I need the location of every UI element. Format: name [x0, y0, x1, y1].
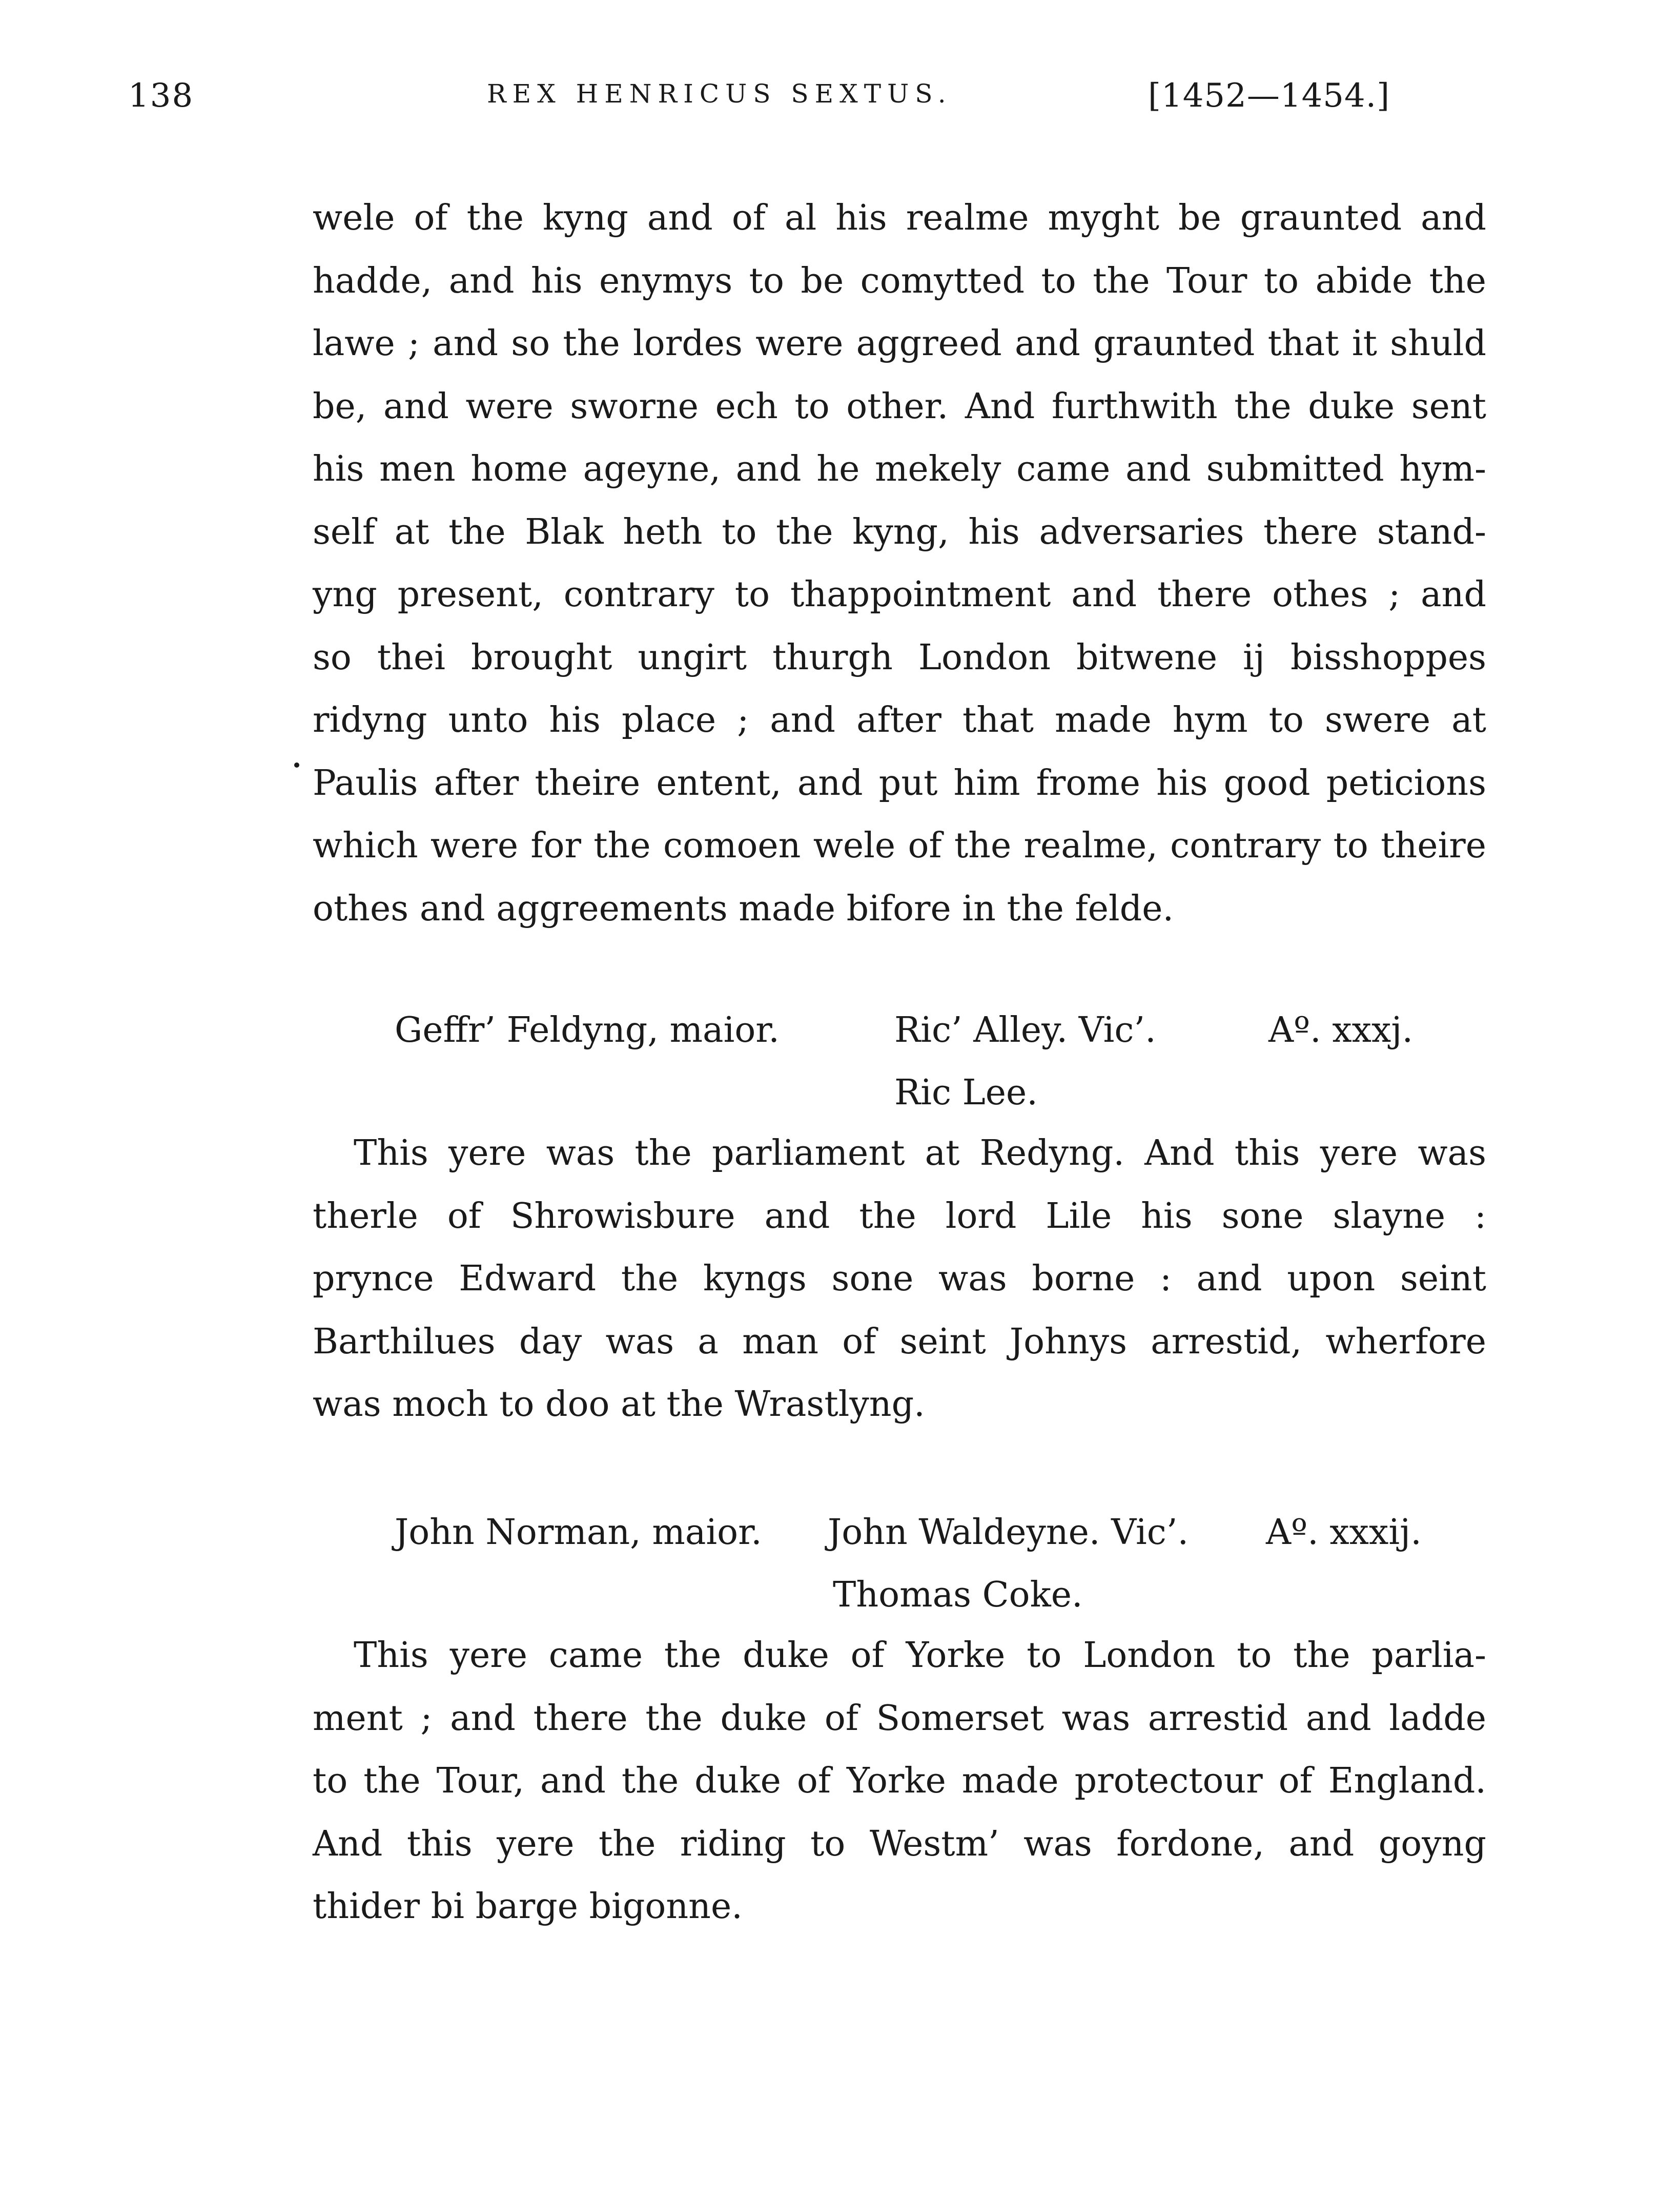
running-title: REX HENRICUS SEXTUS. — [487, 79, 952, 109]
regnal-year: Aº. xxxij. — [1266, 1512, 1422, 1553]
page-number: 138 — [128, 77, 194, 115]
paragraph-2 — [313, 1122, 1486, 1436]
text-line: be, and were sworne ech to other. And furthwith the duke sent — [313, 386, 1486, 427]
text-line: therle of Shrowisbure and the lord Lile his sone slayne : — [313, 1195, 1486, 1236]
text-line: was moch to doo at the Wrastlyng. — [313, 1384, 925, 1425]
year-range: [1452—1454.] — [1148, 77, 1390, 115]
text-line: othes and aggreements made bifore in the felde. — [313, 888, 1174, 929]
text-line: And this yere the riding to Westm’ was fordone, and goyng — [313, 1823, 1486, 1864]
text-line: Barthilues day was a man of seint Johnys arrestid, wherfore — [313, 1321, 1486, 1362]
sheriff-name: Ric’ Alley. Vic’. — [894, 1010, 1156, 1050]
page-header — [128, 77, 1502, 133]
text-line: prynce Edward the kyngs sone was borne : and upon seint — [313, 1259, 1486, 1299]
text-line: lawe ; and so the lordes were aggreed and graunted that it shuld — [313, 323, 1486, 364]
margin-mark — [294, 762, 299, 768]
text-line: This yere came the duke of Yorke to London to the parlia- — [354, 1635, 1486, 1676]
sheriff-name: Ric Lee. — [894, 1073, 1038, 1113]
text-line: wele of the kyng and of al his realme myght be graunted and — [313, 198, 1486, 238]
text-line: ment ; and there the duke of Somerset was arrestid and ladde — [313, 1698, 1486, 1739]
text-line: his men home ageyne, and he mekely came and submitted hym- — [313, 449, 1486, 489]
text-line: hadde, and his enymys to be comytted to the Tour to abide the — [313, 260, 1486, 301]
text-line: self at the Blak heth to the kyng, his adversaries there stand- — [313, 511, 1486, 552]
text-line: Paulis after theire entent, and put him frome his good peticions — [313, 762, 1486, 803]
sheriff-name: John Waldeyne. Vic’. — [828, 1512, 1189, 1553]
text-line: This yere was the parliament at Redyng. And this yere was — [354, 1133, 1486, 1173]
regnal-year: Aº. xxxj. — [1268, 1010, 1413, 1050]
text-line: ridyng unto his place ; and after that made hym to swere at — [313, 700, 1486, 740]
paragraph-3 — [313, 1624, 1486, 1939]
mayor-name: John Norman, maior. — [395, 1512, 762, 1553]
text-line: yng present, contrary to thappointment and there othes ; and — [313, 574, 1486, 615]
paragraph-1 — [313, 187, 1486, 940]
mayor-name: Geffr’ Feldyng, maior. — [395, 1010, 780, 1050]
text-line: thider bi barge bigonne. — [313, 1886, 743, 1927]
text-line: to the Tour, and the duke of Yorke made protectour of England. — [313, 1761, 1486, 1801]
text-line: so thei brought ungirt thurgh London bitwene ij bisshoppes — [313, 637, 1486, 678]
text-line: which were for the comoen wele of the realme, contrary to theire — [313, 826, 1486, 866]
sheriff-name: Thomas Coke. — [833, 1575, 1083, 1615]
